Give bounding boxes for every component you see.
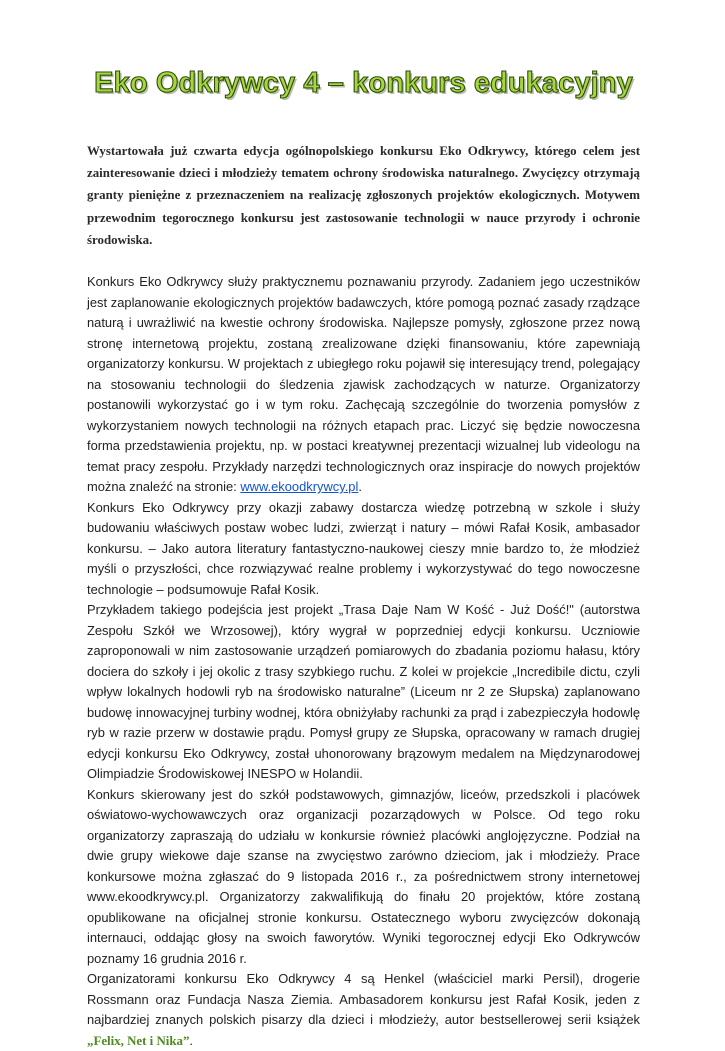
website-link[interactable]: www.ekoodkrywcy.pl: [240, 479, 359, 495]
paragraph-2: Konkurs Eko Odkrywcy przy okazji zabawy dostarcza wiedzę potrzebną w szkole i służy budowaniu właściwych postaw wobec ludzi, zwierząt i natury – mówi Rafał Kosik, ambasador konkursu. – Jako autora literatury fantastyczno-naukowej cieszy mnie bardzo to, że młodzież myśli o przyszłości, chce rozwiązywać realne problemy i wykorzystywać do tego nowoczesne technologie – podsumowuje Rafał Kosik.: [87, 499, 640, 597]
paragraph-3: Przykładem takiego podejścia jest projekt „Trasa Daje Nam W Kość - Już Dość!" (autorstwa Zespołu Szkół we Wrzosowej), który wygrał w poprzedniej edycji konkursu. Uczniowie zaproponowali w nim zastosowanie urządzeń pomiarowych do zbadania poziomu hałasu, który dociera do szkoły i jej okolic z trasy szybkiego ruchu. Z kolei w projekcie „Incredibile dictu, czyli wpływ lokalnych hodowli ryb na środowisko naturalne” (Liceum nr 2 ze Słupska) zaplanowano budowę innowacyjnej turbiny wodnej, która obniżyłaby rachunki za prąd i zabezpieczyła hodowlę ryb w razie przerw w dostawie prądu. Pomysł grupy ze Słupska, opracowany w ramach drugiej edycji konkursu Eko Odkrywcy, został uhonorowany brązowym medalem na Międzynarodowej Olimpiadzie Środowiskowej INESPO w Holandii.: [87, 602, 640, 782]
paragraph-4: Konkurs skierowany jest do szkół podstawowych, gimnazjów, liceów, przedszkoli i placówek oświatowo-wychowawczych oraz organizacji pozarządowych w Polsce. Od tego roku organizatorzy zapraszają do udziału w konkursie również placówki anglojęzyczne. Podział na dwie grupy wiekowe daje szanse na zwycięstwo zarówno dzieciom, jak i młodzieży. Prace konkursowe można zgłaszać do 9 listopada 2016 r., za pośrednictwem strony internetowej www.ekoodkrywcy.pl. Organizatorzy zakwalifikują do finału 20 projektów, które zostaną opublikowane na oficjalnej stronie konkursu. Ostatecznego wyboru zwycięzców dokonają internauci, oddając głosy na swoich faworytów. Wyniki tegorocznej edycji Eko Odkrywców poznamy 16 grudnia 2016 r.: [87, 786, 640, 966]
paragraph-1-text: Konkurs Eko Odkrywcy służy praktycznemu poznawaniu przyrody. Zadaniem jego uczestników jest zaplanowanie ekologicznych projektów badawczych, które pomogą poznać zasady rządzące naturą i uwrażliwić na kwestie ochrony środowiska. Najlepsze pomysły, zgłoszone przez nową stronę internetową projektu, zostaną zrealizowane dzięki finansowaniu, które zapewniają organizatorzy konkursu. W projektach z ubiegłego roku pojawił się interesujący trend, polegający na stosowaniu technologii do śledzenia zjawisk zachodzących w naturze. Organizatorzy postanowili wykorzystać go i w tym roku. Zachęcają szczególnie do tworzenia pomysłów z wykorzystaniem nowych technologii na różnych etapach prac. Liczyć się będzie nowoczesna forma przedstawienia projektu, np. w postaci kreatywnej prezentacji wizualnej lub videologu na temat pracy zespołu. Przykłady narzędzi technologicznych oraz inspiracje do nowych projektów można znaleźć na stronie:: [87, 274, 640, 495]
paragraph-5-text: Organizatorami konkursu Eko Odkrywcy 4 są Henkel (właściciel marki Persil), drogerie Rossmann oraz Fundacja Nasza Ziemia. Ambasadorem konkursu jest Rafał Kosik, jeden z najbardziej znanych polskich pisarzy dla dzieci i młodzieży, autor bestsellerowej serii książek: [87, 971, 640, 1028]
paragraph-1-end: .: [358, 479, 362, 495]
paragraph-5-end: .: [189, 1032, 193, 1048]
document-page: [87, 62, 640, 1051]
paragraph-5: [87, 969, 640, 1051]
lead-paragraph: Wystartowała już czwarta edycja ogólnopolskiego konkursu Eko Odkrywcy, którego celem jest zainteresowanie dzieci i młodzieży tematem ochrony środowiska naturalnego. Zwycięzcy otrzymają granty pieniężne z przeznaczeniem na realizację zgłoszonych projektów ekologicznych. Motywem przewodnim tegorocznego konkursu jest zastosowanie technologii w nauce przyrody i ochronie środowiska.: [87, 144, 640, 247]
book-title: „Felix, Net i Nika”: [87, 1033, 190, 1048]
paragraph-1: [87, 272, 640, 498]
article-title: Eko Odkrywcy 4 – konkurs edukacyjny: [94, 67, 633, 99]
